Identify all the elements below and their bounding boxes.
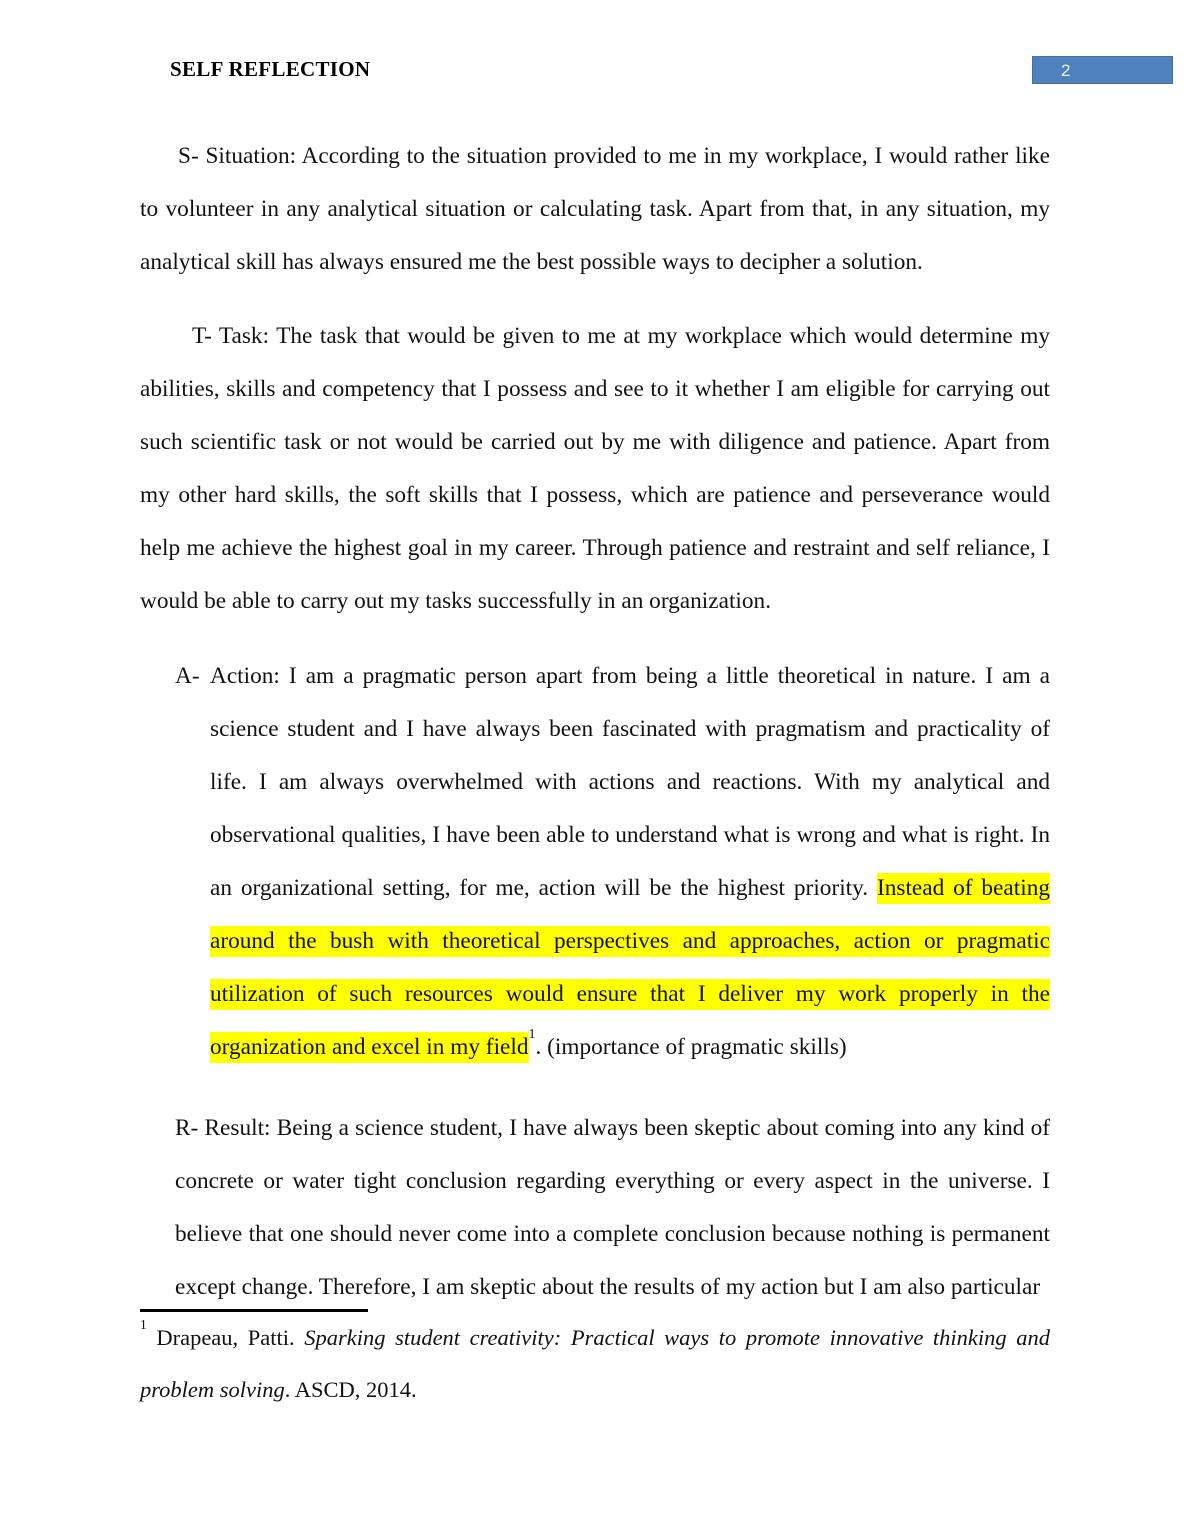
- document-body: [140, 130, 1050, 1314]
- footnote-book-title: Sparking student creativity: Practical ways to promote innovative thinking and problem solving: [140, 1325, 1050, 1402]
- footnote-publisher-year: . ASCD, 2014.: [284, 1377, 417, 1402]
- list-marker-a: A-: [175, 663, 200, 689]
- running-header-title: SELF REFLECTION: [170, 57, 371, 81]
- highlighted-passage: Instead of beating around the bush with theoretical perspectives and approaches, action or pragmatic utilization of such resources would ensure that I deliver my work properly in the organization and excel in my field: [210, 873, 1050, 1063]
- page-number: 2: [1061, 60, 1071, 80]
- paragraph-action: [140, 650, 1050, 1074]
- footnote-author: Drapeau, Patti.: [146, 1325, 305, 1350]
- paragraph-situation: S- Situation: According to the situation provided to me in my workplace, I would rather like to volunteer in any analytical situation or calculating task. Apart from that, in any situation, my analytical skill has always ensured me the best possible ways to decipher a solution.: [140, 143, 1050, 275]
- footnote-reference-mark: 1: [528, 1026, 536, 1042]
- paragraph-result: R- Result: Being a science student, I have always been skeptic about coming into any kind of concrete or water tight conclusion regarding everything or every aspect in the universe. I believe that one should never come into a complete conclusion because nothing is permanent except change. Therefore, I am skeptic about the results of my action but I am also particular: [175, 1115, 1050, 1300]
- footnote: [140, 1312, 1050, 1416]
- page-number-badge: [1032, 56, 1173, 84]
- action-text-after-highlight: . (importance of pragmatic skills): [535, 1034, 847, 1060]
- action-text-before-highlight: Action: I am a pragmatic person apart from being a little theoretical in nature. I am a science student and I have always been fascinated with pragmatism and practicality of life. I am always overwhelmed with actions and reactions. With my analytical and observational qualities, I have been able to understand what is wrong and what is right. In an organizational setting, for me, action will be the highest priority.: [210, 663, 1050, 901]
- paragraph-task: T- Task: The task that would be given to me at my workplace which would determine my abilities, skills and competency that I possess and see to it whether I am eligible for carrying out such scientific task or not would be carried out by me with diligence and patience. Apart from my other hard skills, the soft skills that I possess, which are patience and perseverance would help me achieve the highest goal in my career. Through patience and restraint and self reliance, I would be able to carry out my tasks successfully in an organization.: [140, 323, 1050, 614]
- footnote-number: 1: [140, 1317, 147, 1333]
